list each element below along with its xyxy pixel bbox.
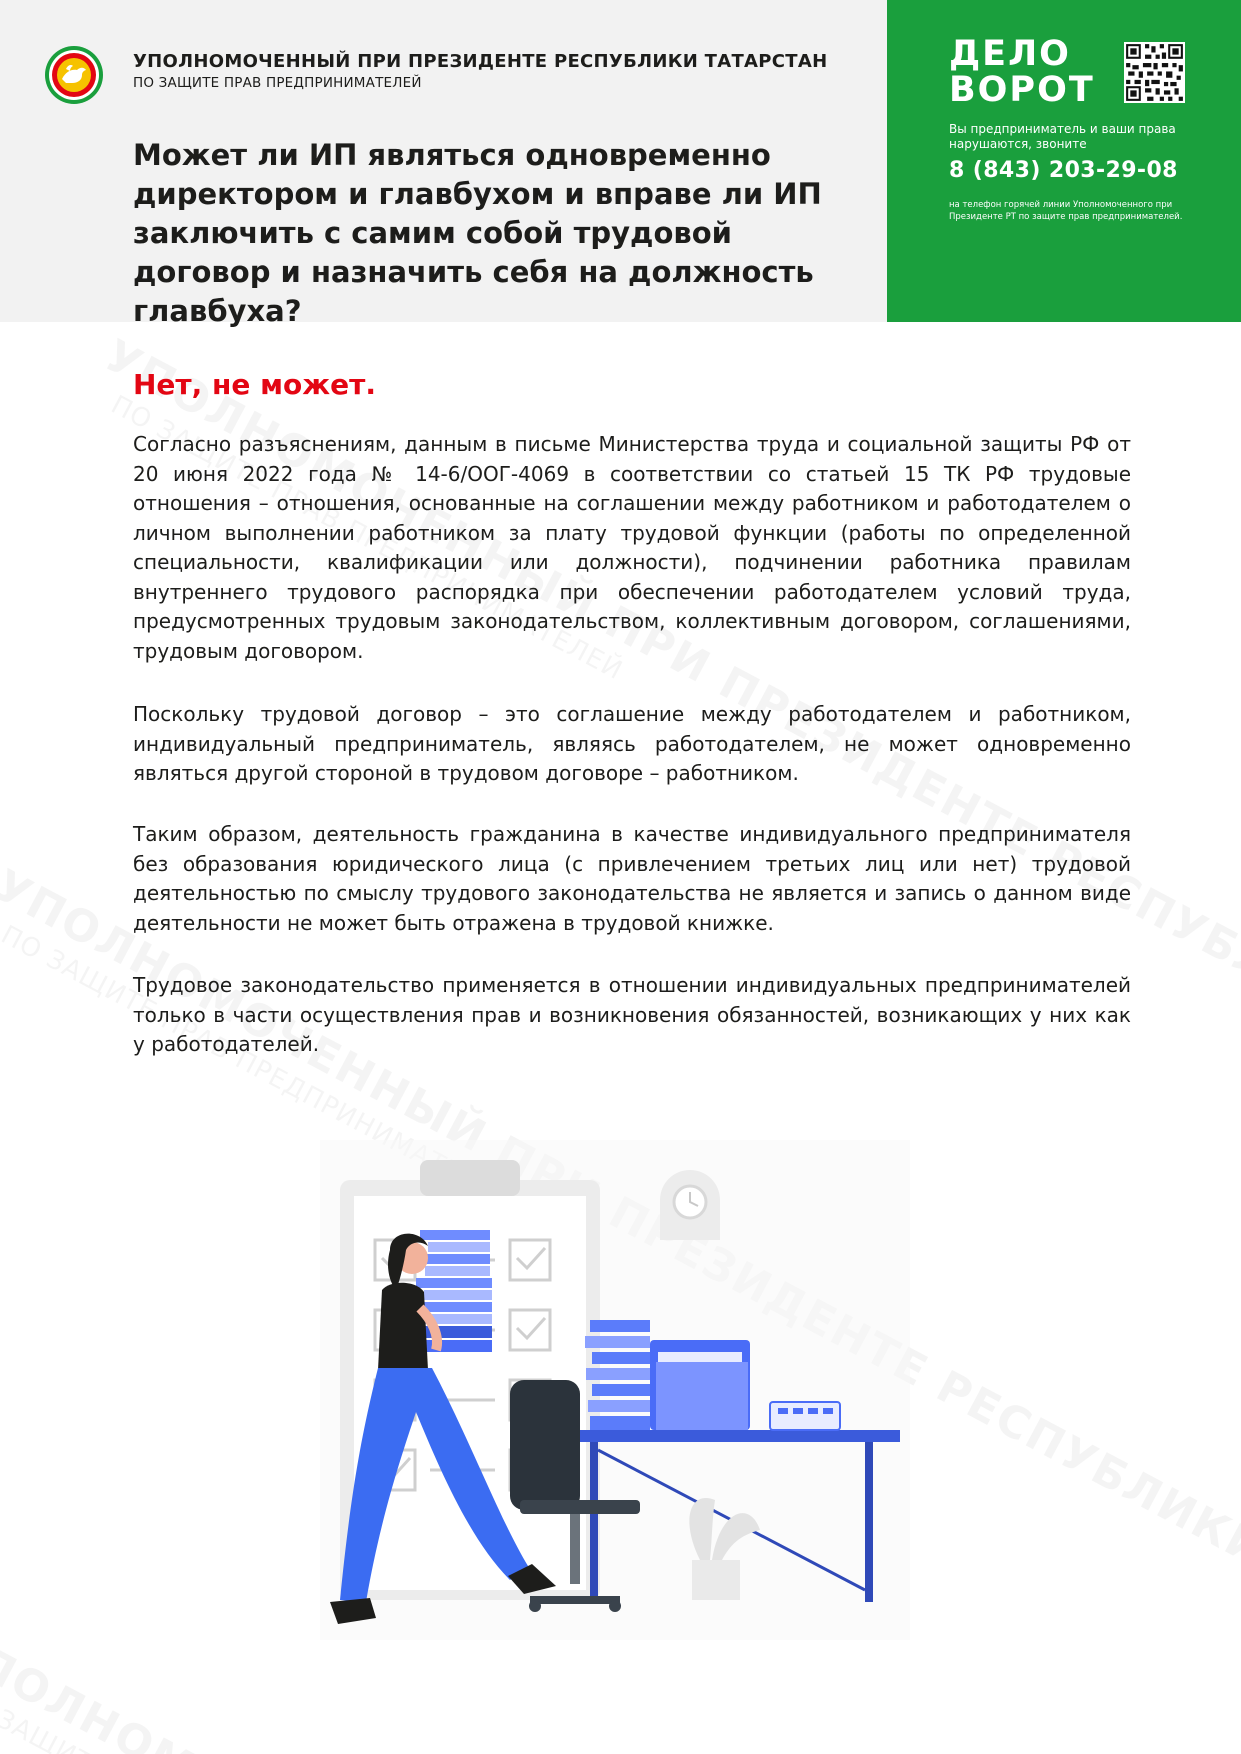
paragraph-4: Трудовое законодательство применяется в отношении индивидуальных предпринимателей только в части осуществления прав и возникновения обязанностей, возникающих у них как у работодателей. [133,973,1131,1056]
page-title: Может ли ИП являться одновременно директором и главбухом и вправе ли ИП заключить с самим собой трудовой договор и назначить себя на должность главбуха? [133,138,822,328]
org-subtitle: ПО ЗАЩИТЕ ПРАВ ПРЕДПРИНИМАТЕЛЕЙ [133,75,422,91]
clock-icon [660,1170,720,1240]
brand-logo-line2: ВОРОТ [949,70,1095,110]
answer-heading: Нет, не может. [133,368,376,401]
brand-logo [949,34,1095,110]
watermark-subtext [0,1680,468,1754]
paragraph-1: Согласно разъяснениям, данным в письме Министерства труда и социальной защиты РФ от 20 июня 2022 года № 14-6/ООГ-4069 в соответствии со статьей 15 ТК РФ трудовые отношения – отношения, основанные на соглашении между работником и работодателем о личном выполнении работником за плату трудовой функции (работы по определенной специальности, квалификации или должности), подчинении работника правилам внутреннего трудового распорядка при обеспечении работодателем условий труда, предусмотренных трудовым законодательством, коллективным договором, соглашениями, трудовым договором. [133,432,1131,663]
header-panel [0,0,887,328]
org-title: УПОЛНОМОЧЕННЫЙ ПРИ ПРЕЗИДЕНТЕ РЕСПУБЛИКИ ТАТАРСТАН [133,51,828,72]
hotline-callout: Вы предприниматель и ваши права нарушаются, звоните [949,122,1176,151]
folder-icon [650,1340,750,1430]
office-worker-illustration [320,1140,920,1680]
qr-code-icon[interactable] [1124,42,1185,103]
hotline-note: на телефон горячей линии Уполномоченного при Президенте РТ по защите прав предпринимателей. [949,200,1183,222]
brand-logo-line1: ДЕЛО [949,34,1071,74]
tatarstan-emblem-icon [44,45,104,105]
hotline-phone[interactable]: 8 (843) 203-29-08 [949,158,1178,183]
paragraph-2: Поскольку трудовой договор – это соглашение между работодателем и работником, индивидуальный предприниматель, являясь работодателем, не может одновременно являться другой стороной в трудовом договоре – работником. [133,702,1131,785]
paragraph-3: Таким образом, деятельность гражданина в качестве индивидуального предпринимателя без образования юридического лица (с привлечением третьих лиц или нет) трудовой деятельностью по смыслу трудового законодательства не является и запись о данном виде деятельности не может быть отражена в трудовой книжке. [133,822,1131,935]
calculator-icon [770,1402,840,1430]
